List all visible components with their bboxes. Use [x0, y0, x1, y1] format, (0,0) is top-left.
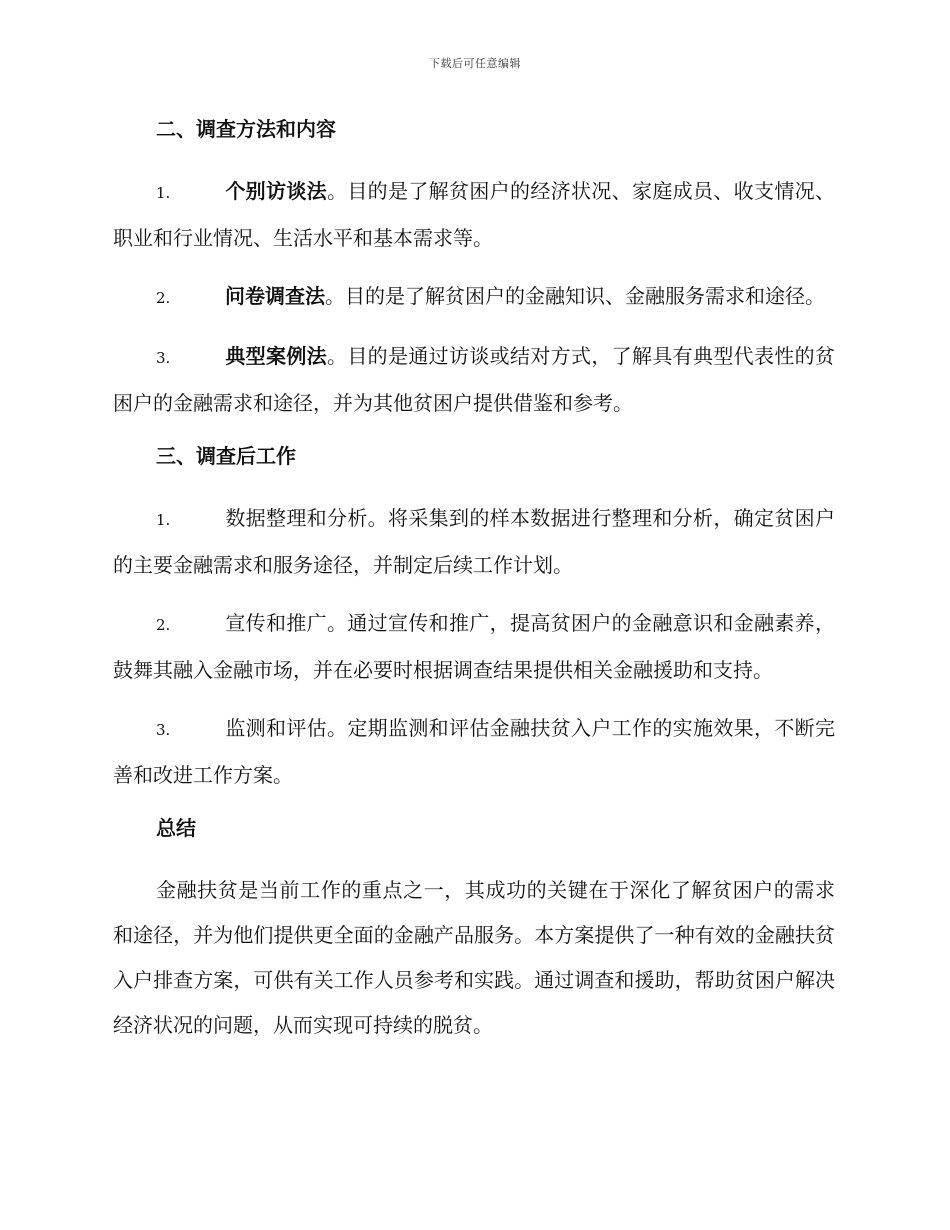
method-term: 问卷调查法: [225, 284, 325, 308]
item-number: 3.: [156, 721, 171, 739]
item-number: 2.: [156, 289, 171, 307]
method-item-2: [113, 274, 835, 321]
section-2-heading: 二、调查方法和内容: [156, 117, 336, 141]
summary-heading: 总结: [156, 816, 196, 840]
method-item-3: [113, 334, 835, 426]
method-term: 个别访谈法: [225, 179, 327, 203]
item-number: 1.: [156, 511, 171, 529]
followup-description: 宣传和推广。通过宣传和推广，提高贫困户的金融意识和金融素养，鼓舞其融入金融市场，并在必要时根据调查结果提供相关金融援助和支持。: [113, 611, 835, 682]
item-number: 2.: [156, 616, 171, 634]
method-description: 。目的是通过访谈或结对方式，了解具有典型代表性的贫困户的金融需求和途径，并为其他贫困户提供借鉴和参考。: [113, 344, 835, 415]
followup-item-1: [113, 496, 835, 588]
section-3-heading: 三、调查后工作: [156, 444, 296, 468]
method-item-1: [113, 169, 835, 261]
summary-paragraph: 金融扶贫是当前工作的重点之一，其成功的关键在于深化了解贫困户的需求和途径，并为他们提供更全面的金融产品服务。本方案提供了一种有效的金融扶贫入户排查方案，可供有关工作人员参考和实践。通过调查和援助，帮助贫困户解决经济状况的问题，从而实现可持续的脱贫。: [113, 878, 835, 1037]
page-header: 下载后可任意编辑: [429, 57, 521, 70]
method-description: 。目的是了解贫困户的经济状况、家庭成员、收支情况、职业和行业情况、生活水平和基本需求等。: [113, 179, 835, 250]
item-number: 3.: [156, 349, 171, 367]
item-number: 1.: [156, 184, 171, 202]
document-body: [113, 112, 835, 1061]
followup-item-3: [113, 706, 835, 798]
method-term: 典型案例法: [225, 344, 327, 368]
followup-item-2: [113, 601, 835, 693]
followup-description: 数据整理和分析。将采集到的样本数据进行整理和分析，确定贫困户的主要金融需求和服务途径，并制定后续工作计划。: [113, 506, 835, 577]
followup-description: 监测和评估。定期监测和评估金融扶贫入户工作的实施效果，不断完善和改进工作方案。: [113, 716, 835, 787]
method-description: 。目的是了解贫困户的金融知识、金融服务需求和途径。: [325, 284, 825, 308]
